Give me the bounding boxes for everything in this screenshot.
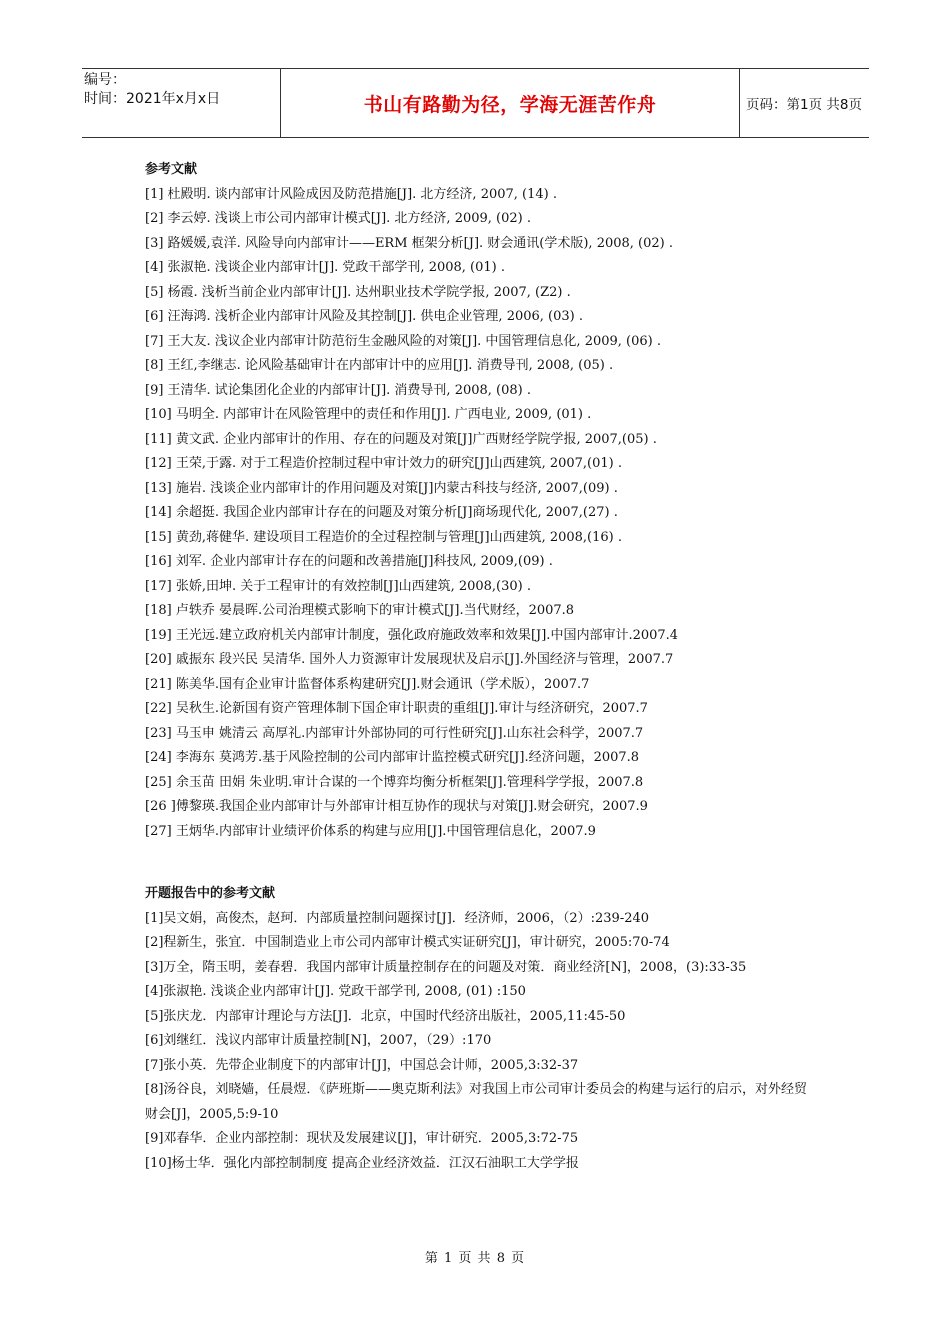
reference-item: [8] 王红,李继志. 论风险基础审计在内部审计中的应用[J]. 消费导刊, 2008, (05) .	[145, 358, 614, 373]
reference-item: [18] 卢轶乔 晏晨晖.公司治理模式影响下的审计模式[J].当代财经，2007.8	[145, 603, 575, 618]
proposal-reference-item: [8]汤谷良，刘晓嫱，任晨煜．《萨班斯——奥克斯利法》对我国上市公司审计委员会的构建与运行的启示，对外经贸财会[J]，2005,5:9-10	[145, 1082, 807, 1122]
proposal-reference-item: [5]张庆龙．内部审计理论与方法[J]．北京，中国时代经济出版社，2005,11:45-50	[145, 1008, 626, 1024]
reference-item: [6] 汪海鸿. 浅析企业内部审计风险及其控制[J]. 供电企业管理, 2006, (03) .	[145, 309, 583, 324]
reference-item: [19] 王光远.建立政府机关内部审计制度，强化政府施政效率和效果[J].中国内部审计.2007.4	[145, 627, 679, 643]
reference-item: [3] 路媛媛,袁洋. 风险导向内部审计——ERM 框架分析[J]. 财会通讯(学术版), 2008, (02) .	[145, 235, 673, 251]
reference-item: [24] 李海东 莫鸿芳.基于风险控制的公司内部审计监控模式研究[J].经济问题，2007.8	[145, 750, 640, 765]
reference-item: [15] 黄劲,蒋健华. 建设项目工程造价的全过程控制与管理[J]山西建筑, 2008,(16) .	[145, 529, 623, 545]
reference-item: [13] 施岩. 浅谈企业内部审计的作用问题及对策[J]内蒙古科技与经济, 2007,(09) .	[145, 480, 618, 496]
document-number-label: 编号：	[84, 72, 126, 88]
references-heading: 参考文献	[145, 162, 198, 177]
proposal-references-heading: 开题报告中的参考文献	[145, 886, 276, 901]
reference-item: [4] 张淑艳. 浅谈企业内部审计[J]. 党政干部学刊, 2008, (01) .	[145, 260, 505, 275]
reference-item: [27] 王炳华.内部审计业绩评价体系的构建与应用[J].中国管理信息化，2007.9	[145, 823, 596, 839]
proposal-reference-item: [7]张小英．先带企业制度下的内部审计[J]，中国总会计师，2005,3:32-37	[145, 1057, 579, 1073]
proposal-reference-item: [1]吴文娟，高俊杰，赵珂．内部质量控制问题探讨[J]．经济师，2006，（2）:239-240	[145, 910, 650, 926]
section-spacer	[145, 844, 807, 882]
reference-item: [23] 马玉申 姚清云 高厚礼.内部审计外部协同的可行性研究[J].山东社会科学，2007.7	[145, 725, 644, 741]
reference-item: [11] 黄文武. 企业内部审计的作用、存在的问题及对策[J]广西财经学院学报, 2007,(05) .	[145, 431, 657, 447]
document-date-label: 时间：2021年x月x日	[84, 91, 221, 107]
header-meta	[82, 69, 280, 137]
document-body	[145, 158, 807, 1176]
reference-item: [2] 李云婷. 浅谈上市公司内部审计模式[J]. 北方经济, 2009, (02) .	[145, 211, 531, 226]
header-page-info: 页码：第1页 共8页	[746, 97, 862, 113]
reference-item: [14] 余超挺. 我国企业内部审计存在的问题及对策分析[J]商场现代化, 2007,(27) .	[145, 505, 618, 520]
reference-item: [26 ]傅黎瑛.我国企业内部审计与外部审计相互协作的现状与对策[J].财会研究，2007.9	[145, 799, 648, 814]
reference-item: [16] 刘军. 企业内部审计存在的问题和改善措施[J]科技风, 2009,(09) .	[145, 554, 553, 569]
proposal-reference-item: [4]张淑艳. 浅谈企业内部审计[J]. 党政干部学刊, 2008, (01) :150	[145, 984, 526, 999]
reference-item: [1] 杜殿明. 谈内部审计风险成因及防范措施[J]. 北方经济, 2007, (14) .	[145, 186, 557, 202]
proposal-reference-item: [9]邓春华．企业内部控制：现状及发展建议[J]，审计研究．2005,3:72-75	[145, 1131, 579, 1146]
proposal-reference-item: [10]杨士华．强化内部控制制度 提高企业经济效益．江汉石油职工大学学报	[145, 1155, 579, 1171]
reference-item: [9] 王清华. 试论集团化企业的内部审计[J]. 消费导刊, 2008, (08) .	[145, 382, 531, 398]
page-footer: 第 1 页 共 8 页	[424, 1251, 526, 1266]
reference-item: [22] 吴秋生.论新国有资产管理体制下国企审计职责的重组[J].审计与经济研究，2007.7	[145, 701, 648, 716]
reference-item: [5] 杨霞. 浅析当前企业内部审计[J]. 达州职业技术学院学报, 2007, (Z2) .	[145, 284, 571, 300]
reference-item: [12] 王荣,于露. 对于工程造价控制过程中审计效力的研究[J]山西建筑, 2007,(01) .	[145, 456, 623, 471]
proposal-reference-item: [6]刘继红．浅议内部审计质量控制[N]，2007，（29）:170	[145, 1033, 492, 1048]
reference-item: [20] 戚振东 段兴民 吴清华. 国外人力资源审计发展现状及启示[J].外国经济与管理，2007.7	[145, 652, 674, 667]
reference-item: [21] 陈美华.国有企业审计监督体系构建研究[J].财会通讯（学术版），2007.7	[145, 676, 590, 692]
proposal-reference-item: [3]万全，隋玉明，姜春碧．我国内部审计质量控制存在的问题及对策．商业经济[N]，2008，(3):33-35	[145, 959, 747, 975]
reference-item: [25] 余玉苗 田娟 朱业明.审计合谋的一个博弈均衡分析框架[J].管理科学学报，2007.8	[145, 774, 644, 790]
proposal-reference-item: [2]程新生，张宜．中国制造业上市公司内部审计模式实证研究[J]，审计研究，2005:70-74	[145, 935, 670, 950]
reference-item: [10] 马明全. 内部审计在风险管理中的责任和作用[J]. 广西电业, 2009, (01) .	[145, 407, 592, 422]
header-motto: 书山有路勤为径，学海无涯苦作舟	[280, 69, 740, 137]
page-header	[82, 68, 869, 138]
reference-item: [17] 张娇,田坤. 关于工程审计的有效控制[J]山西建筑, 2008,(30) .	[145, 578, 532, 594]
reference-item: [7] 王大友. 浅议企业内部审计防范衍生金融风险的对策[J]. 中国管理信息化, 2009, (06) .	[145, 333, 661, 349]
